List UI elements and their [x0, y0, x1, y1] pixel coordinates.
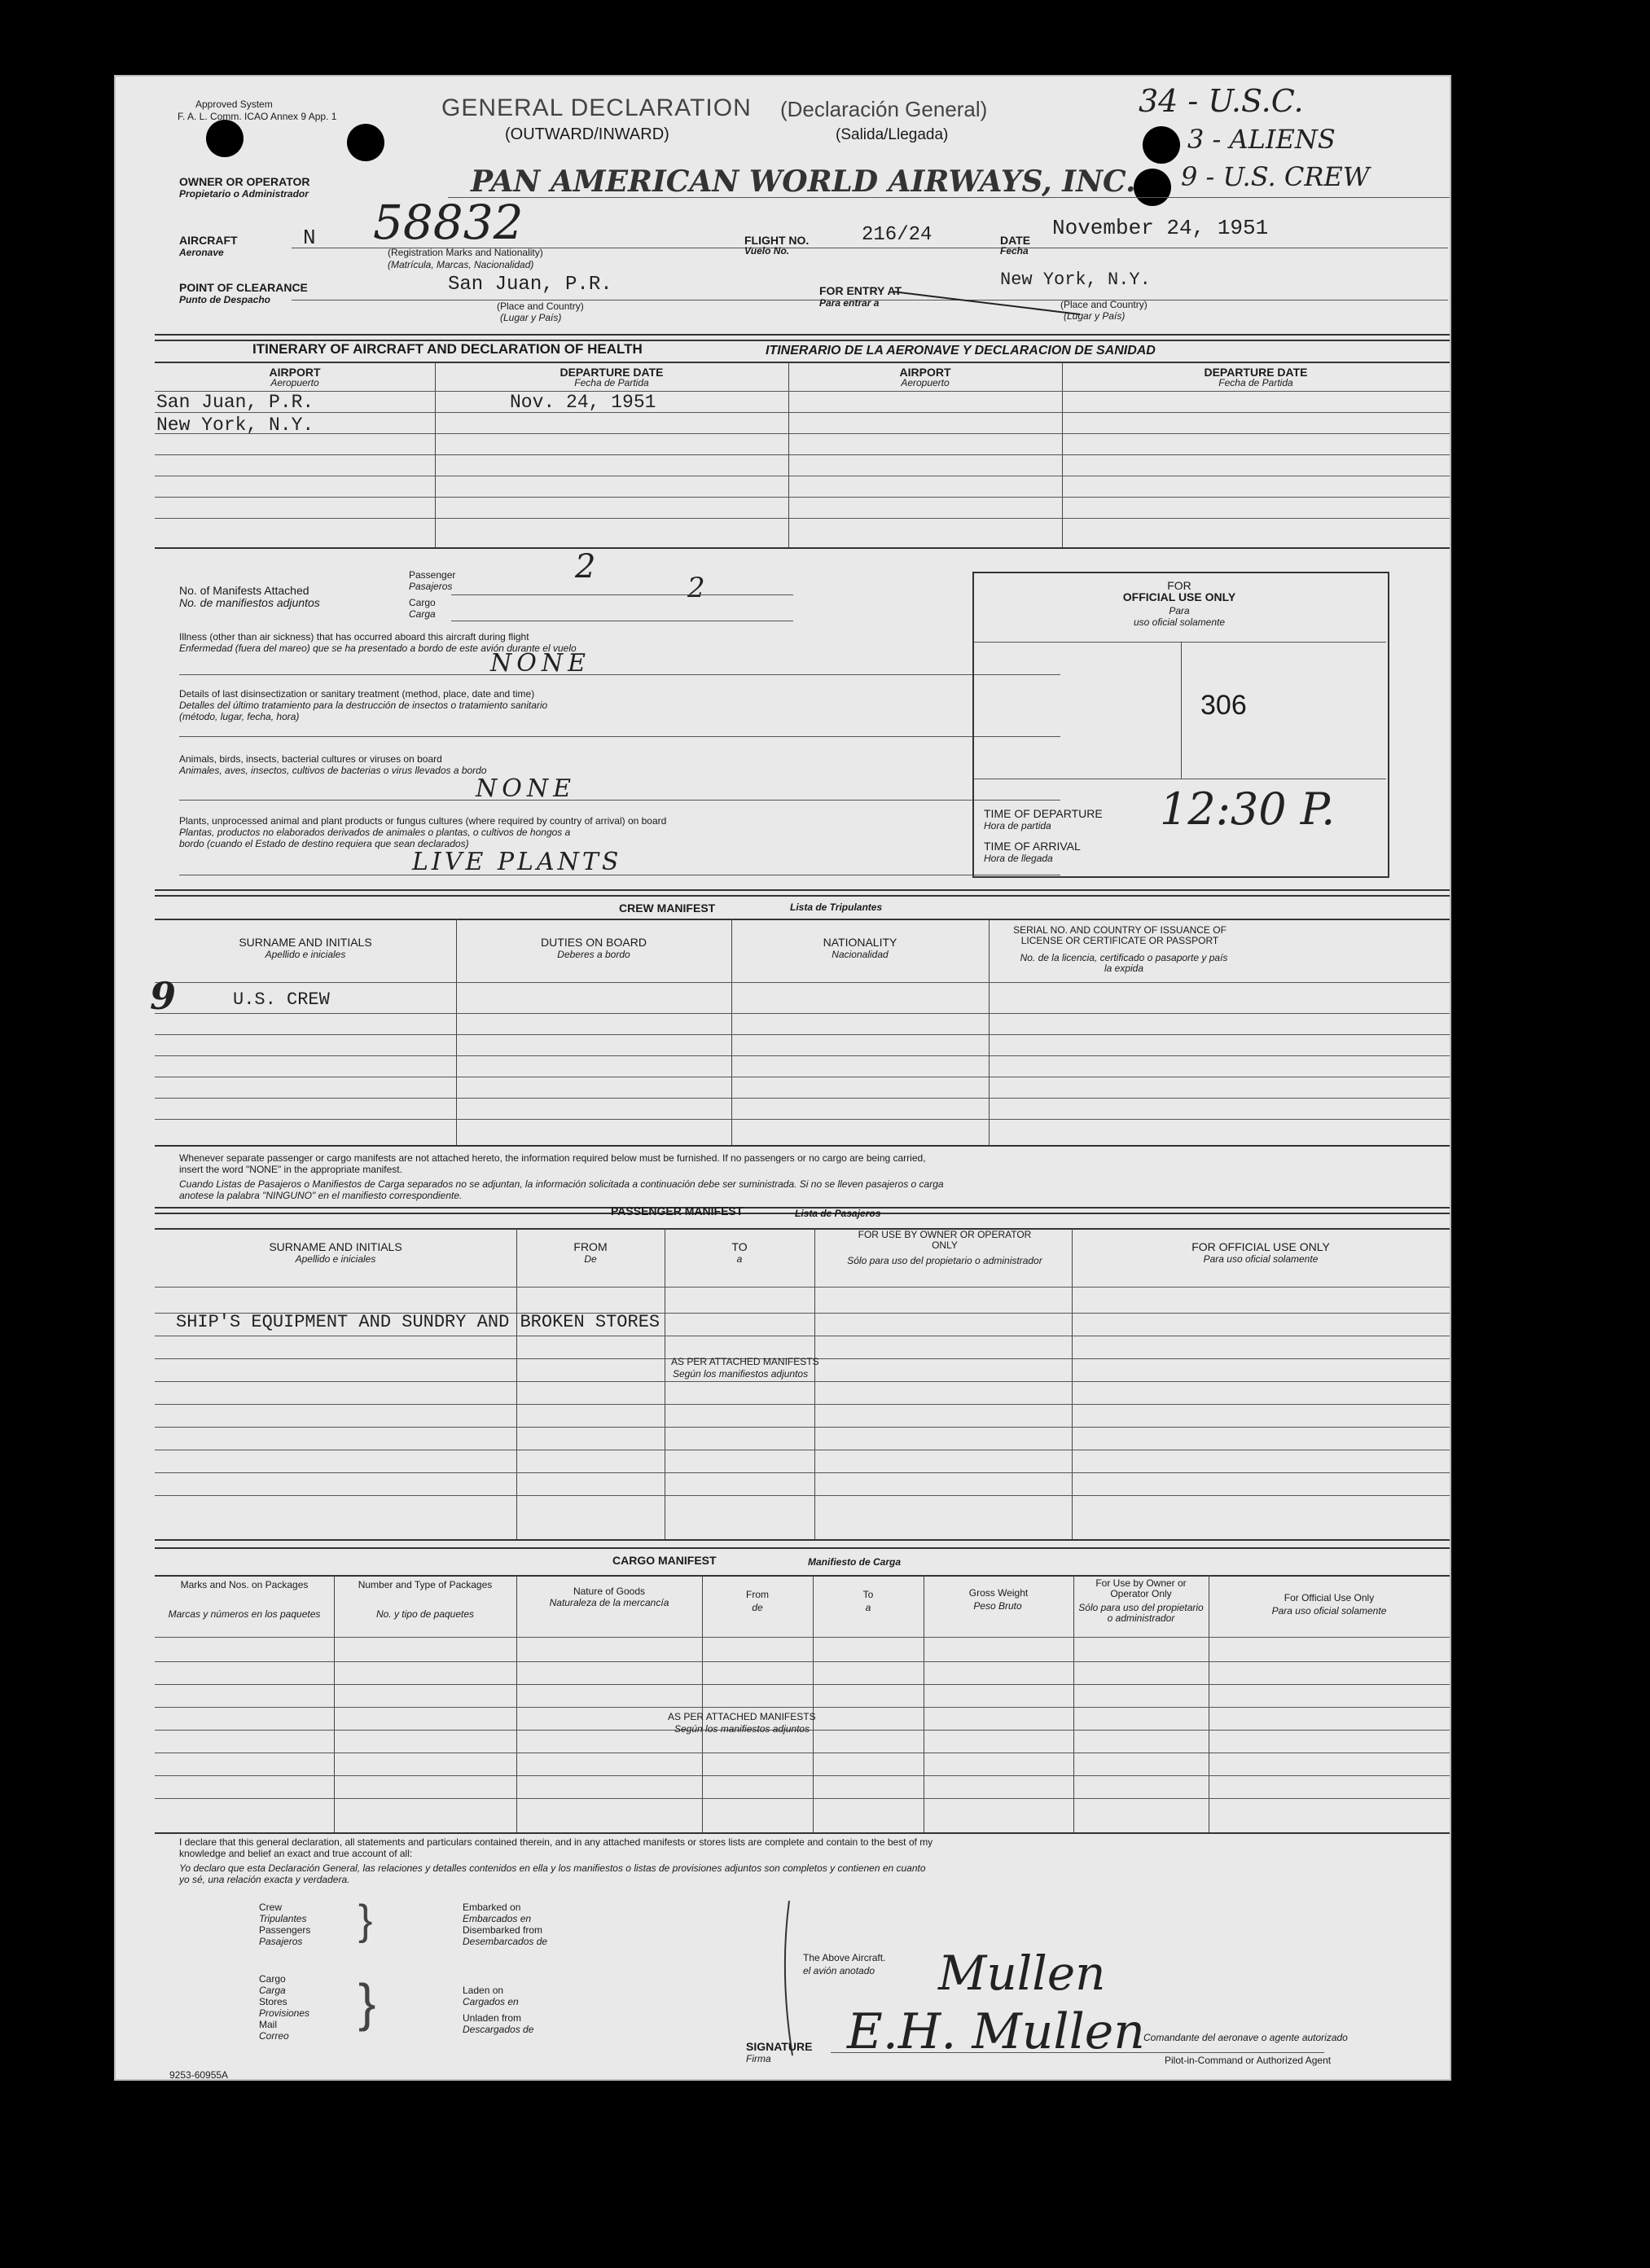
passenger-header-owner: FOR USE BY OWNER OR OPERATOR ONLY [858, 1229, 1032, 1252]
itin-header-airport-2-es: Aeropuerto [901, 377, 950, 388]
aircraft-registration: 58832 [373, 195, 524, 250]
passenger-header-from: FROM [573, 1240, 608, 1253]
above-aircraft-label: The Above Aircraft. [803, 1952, 886, 1963]
unladen-word: Unladen from [463, 2012, 522, 2024]
manifests-label: No. of Manifests Attached [179, 584, 309, 597]
illness-value: NONE [490, 649, 590, 678]
flight-date: November 24, 1951 [1052, 216, 1269, 240]
passenger-manifest-label: Passenger [409, 569, 456, 581]
disinsection-label-es-2: (método, lugar, fecha, hora) [179, 711, 300, 722]
notice-line-es-2: anotese la palabra "NINGUNO" en el manifiesto correspondiente. [179, 1190, 463, 1201]
declaration-line-es-1: Yo declaro que esta Declaración General, las relaciones y detalles contenidos en ella y los manifiestos o listas de provisiones adjuntos son completos y contienen en cuanto [179, 1862, 926, 1874]
registration-caption-es: (Matrícula, Marcas, Nacionalidad) [388, 259, 534, 270]
disinsection-label: Details of last disinsectization or sanitary treatment (method, place, date and time) [179, 688, 535, 700]
crew-entry: U.S. CREW [233, 989, 330, 1010]
declaration-line-es-2: yo sé, una relación exacta y verdadera. [179, 1874, 350, 1885]
brace: } [358, 1973, 376, 2032]
brace: } [358, 1897, 373, 1944]
clearance-caption: (Place and Country) [497, 300, 584, 312]
form-title-es: (Declaración General) [780, 97, 988, 121]
departure-time-label-es: Hora de partida [984, 820, 1051, 831]
mail-word: Mail [259, 2019, 278, 2030]
declaration-line-1: I declare that this general declaration, all statements and particulars contained therein, and in any attached manifests or stores lists are complete and contain to the best of my [179, 1836, 933, 1848]
passenger-manifest-label-es: Pasajeros [409, 581, 453, 592]
disembarked-word: Disembarked from [463, 1924, 543, 1936]
itin-header-airport-1-es: Aeropuerto [270, 377, 319, 388]
punch-hole [347, 124, 384, 161]
owner-value: PAN AMERICAN WORLD AIRWAYS, INC. [471, 165, 1136, 199]
official-use-title-2: OFFICIAL USE ONLY [1122, 590, 1236, 603]
itinerary-airport: New York, N.Y. [156, 415, 314, 436]
declaration-form [114, 75, 1451, 2081]
animals-label: Animals, birds, insects, bacterial cultures or viruses on board [179, 753, 442, 765]
stores-word: Stores [259, 1996, 287, 2007]
passenger-header-to-es: a [736, 1253, 743, 1265]
crew-header-nationality: NATIONALITY [823, 936, 897, 949]
count-note-2: 3 - ALIENS [1187, 124, 1336, 155]
count-note-1: 34 - U.S.C. [1139, 83, 1304, 119]
passenger-manifest-count: 2 [575, 548, 596, 586]
cargo-header-official: For Official Use Only [1284, 1592, 1375, 1603]
clearance-label: POINT OF CLEARANCE [179, 281, 308, 294]
approval-note: Approved System [195, 99, 273, 110]
form-number: 9253-60955A [169, 2069, 229, 2081]
crew-word: Crew [259, 1902, 283, 1913]
printed-name: Mullen [938, 1946, 1106, 2001]
cargo-header-marks-es: Marcas y números en los paquetes [168, 1608, 321, 1620]
owner-label-es: Propietario o Administrador [179, 188, 309, 200]
official-use-title: FOR [1167, 579, 1191, 592]
unladen-word-es: Descargados de [463, 2024, 534, 2035]
punch-hole [1134, 169, 1171, 206]
crew-header-name: SURNAME AND INITIALS [239, 936, 372, 949]
cargo-manifest-label-es: Carga [409, 608, 436, 620]
cargo-header-packages-es: No. y tipo de paquetes [375, 1608, 475, 1620]
cargo-header-official-es: Para uso oficial solamente [1271, 1605, 1387, 1617]
direction-es: (Salida/Llegada) [836, 126, 949, 143]
crew-header-duties-es: Deberes a bordo [557, 949, 630, 960]
cargo-header-weight: Gross Weight [968, 1587, 1029, 1599]
passenger-header-owner-es: Sólo para uso del propietario o administrador [847, 1255, 1042, 1266]
passenger-header-official: FOR OFFICIAL USE ONLY [1191, 1240, 1330, 1253]
aircraft-prefix: N [303, 226, 316, 250]
date-label-es: Fecha [1000, 245, 1029, 257]
crew-title: CREW MANIFEST [619, 901, 716, 915]
owner-label: OWNER OR OPERATOR [179, 175, 310, 188]
crew-count: 9 [150, 974, 177, 1018]
plants-label-es-2: bordo (cuando el Estado de destino requiera que sean declarados) [179, 838, 469, 849]
crew-word-es: Tripulantes [259, 1913, 307, 1924]
clearance-caption-es: (Lugar y País) [500, 312, 562, 323]
animals-value: NONE [476, 774, 576, 803]
form-title: GENERAL DECLARATION [441, 94, 752, 121]
cargo-title-es: Manifiesto de Carga [808, 1556, 902, 1568]
crew-header-duties: DUTIES ON BOARD [541, 936, 647, 949]
stores-word-es: Provisiones [259, 2007, 310, 2019]
arrival-time-label: TIME OF ARRIVAL [984, 840, 1081, 853]
itinerary-date: Nov. 24, 1951 [510, 392, 656, 413]
cargo-header-goods: Nature of Goods [573, 1586, 646, 1597]
passenger-entry: SHIP'S EQUIPMENT AND SUNDRY AND BROKEN STORES [176, 1312, 660, 1332]
cargo-header-to: To [862, 1589, 874, 1600]
cargo-manifest-label: Cargo [409, 597, 436, 608]
punch-hole [206, 120, 244, 157]
role-label-es: Comandante del aeronave o agente autorizado [1143, 2032, 1348, 2043]
cargo-header-to-es: a [865, 1602, 871, 1613]
cargo-attached-note: AS PER ATTACHED MANIFESTS [668, 1711, 816, 1722]
itinerary-title-es: ITINERARIO DE LA AERONAVE Y DECLARACION DE SANIDAD [766, 344, 1156, 358]
flight-label: FLIGHT NO. [744, 234, 810, 247]
signature-label-es: Firma [746, 2053, 771, 2064]
direction: (OUTWARD/INWARD) [505, 125, 669, 143]
itin-header-date-2: DEPARTURE DATE [1204, 366, 1308, 379]
crew-header-serial: SERIAL NO. AND COUNTRY OF ISSUANCE OF LICENSE OR CERTIFICATE OR PASSPORT [1013, 924, 1227, 947]
clearance-value: San Juan, P.R. [448, 274, 612, 296]
itin-header-date-1-es: Fecha de Partida [574, 377, 649, 388]
disinsection-label-es: Detalles del último tratamiento para la destrucción de insectos o tratamiento sanitario [179, 700, 548, 711]
plants-label: Plants, unprocessed animal and plant products or fungus cultures (where required by country of arrival) on board [179, 815, 667, 827]
cargo-header-owner-es: Sólo para uso del propietario o administrador [1078, 1602, 1204, 1625]
itinerary-airport: San Juan, P.R. [156, 392, 314, 413]
official-use-title-es: Para [1169, 605, 1190, 616]
entry-caption-es: (Lugar y País) [1064, 310, 1126, 322]
passenger-title: PASSENGER MANIFEST [611, 1204, 744, 1217]
official-use-title-es-2: uso oficial solamente [1133, 616, 1226, 628]
passenger-header-name-es: Apellido e iniciales [295, 1253, 376, 1265]
itin-header-date-2-es: Fecha de Partida [1218, 377, 1293, 388]
illness-label: Illness (other than air sickness) that has occurred aboard this aircraft during flight [179, 631, 529, 643]
aircraft-label-es: Aeronave [179, 247, 224, 258]
cargo-header-goods-es: Naturaleza de la mercancía [549, 1597, 669, 1608]
laden-word: Laden on [463, 1985, 504, 1996]
crew-header-nationality-es: Nacionalidad [832, 949, 889, 960]
entry-caption: (Place and Country) [1060, 299, 1148, 310]
declaration-line-2: knowledge and belief an exact and true account of all: [179, 1848, 413, 1859]
passenger-title-es: Lista de Pasajeros [795, 1208, 881, 1219]
manifests-label-es: No. de manifiestos adjuntos [179, 596, 320, 609]
illness-label-es: Enfermedad (fuera del mareo) que se ha presentado a bordo de este avión durante el vuelo [179, 643, 577, 654]
cargo-attached-note-es: Según los manifiestos adjuntos [674, 1723, 810, 1735]
notice-line-1: Whenever separate passenger or cargo manifests are not attached hereto, the information required below must be furnished. If no passengers or no cargo are being carried, [179, 1152, 926, 1164]
role-label: Pilot-in-Command or Authorized Agent [1165, 2055, 1332, 2066]
passenger-header-to: TO [731, 1240, 748, 1253]
entry-value: New York, N.Y. [1000, 270, 1151, 290]
passengers-word-es: Pasajeros [259, 1936, 303, 1947]
registration-caption: (Registration Marks and Nationality) [388, 247, 543, 258]
bracket-line [778, 1901, 802, 2064]
cargo-word-es: Carga [259, 1985, 286, 1996]
cargo-header-from-es: de [752, 1602, 763, 1613]
plants-value: LIVE PLANTS [412, 848, 622, 876]
passenger-header-official-es: Para uso oficial solamente [1203, 1253, 1319, 1265]
flight-number: 216/24 [862, 224, 933, 246]
departure-time-value: 12:30 P. [1160, 783, 1336, 835]
arrival-time-label-es: Hora de llegada [984, 853, 1053, 864]
animals-label-es: Animales, aves, insectos, cultivos de bacterias o virus llevados a bordo [179, 765, 487, 776]
official-number: 306 [1200, 690, 1247, 721]
clearance-label-es: Punto de Despacho [179, 294, 271, 305]
departure-time-label: TIME OF DEPARTURE [984, 807, 1103, 820]
laden-word-es: Cargados en [463, 1996, 519, 2007]
disembarked-word-es: Desembarcados de [463, 1936, 548, 1947]
passenger-attached-note-es: Según los manifiestos adjuntos [673, 1368, 809, 1380]
cargo-title: CARGO MANIFEST [612, 1554, 717, 1567]
entry-label-es: Para entrar a [819, 297, 880, 309]
itin-header-airport-1: AIRPORT [269, 366, 321, 379]
cargo-header-packages: Number and Type of Packages [358, 1579, 493, 1590]
signature-label: SIGNATURE [746, 2040, 813, 2053]
plants-label-es: Plantas, productos no elaborados derivados de animales o plantas, o cultivos de hongos a [179, 827, 571, 838]
crew-title-es: Lista de Tripulantes [790, 901, 883, 913]
cargo-header-owner: For Use by Owner or Operator Only [1095, 1577, 1187, 1600]
notice-line-2: insert the word "NONE" in the appropriate manifest. [179, 1164, 402, 1175]
crew-header-name-es: Apellido e iniciales [265, 949, 346, 960]
above-aircraft-label-es: el avión anotado [803, 1965, 875, 1976]
count-note-3: 9 - U.S. CREW [1181, 161, 1370, 192]
passenger-header-from-es: De [584, 1253, 597, 1265]
crew-header-serial-es: No. de la licencia, certificado o pasaporte y país la expida [1020, 952, 1228, 975]
mail-word-es: Correo [259, 2030, 289, 2042]
passenger-header-name: SURNAME AND INITIALS [269, 1240, 402, 1253]
entry-label: FOR ENTRY AT [819, 284, 902, 297]
aircraft-label: AIRCRAFT [179, 234, 238, 247]
cargo-header-weight-es: Peso Bruto [973, 1600, 1022, 1612]
cargo-header-marks: Marks and Nos. on Packages [180, 1579, 309, 1590]
itin-header-airport-2: AIRPORT [899, 366, 951, 379]
itin-header-date-1: DEPARTURE DATE [560, 366, 664, 379]
punch-hole [1143, 126, 1180, 164]
passenger-attached-note: AS PER ATTACHED MANIFESTS [671, 1356, 819, 1367]
embarked-word-es: Embarcados en [463, 1913, 532, 1924]
flight-label-es: Vuelo No. [744, 245, 790, 257]
date-label: DATE [1000, 234, 1031, 247]
signature: E.H. Mullen [847, 2003, 1145, 2060]
fal-reference: F. A. L. Comm. ICAO Annex 9 App. 1 [178, 111, 337, 122]
notice-line-es-1: Cuando Listas de Pasajeros o Manifiestos de Carga separados no se adjuntan, la información solicitada a continuación debe ser suministrada. Si no se lleven pasajeros o carga [179, 1178, 944, 1190]
itinerary-title: ITINERARY OF AIRCRAFT AND DECLARATION OF HEALTH [252, 341, 643, 357]
embarked-word: Embarked on [463, 1902, 521, 1913]
cargo-header-from: From [746, 1589, 769, 1600]
passengers-word: Passengers [259, 1924, 311, 1936]
cargo-word: Cargo [259, 1973, 286, 1985]
cargo-manifest-count: 2 [687, 572, 705, 604]
